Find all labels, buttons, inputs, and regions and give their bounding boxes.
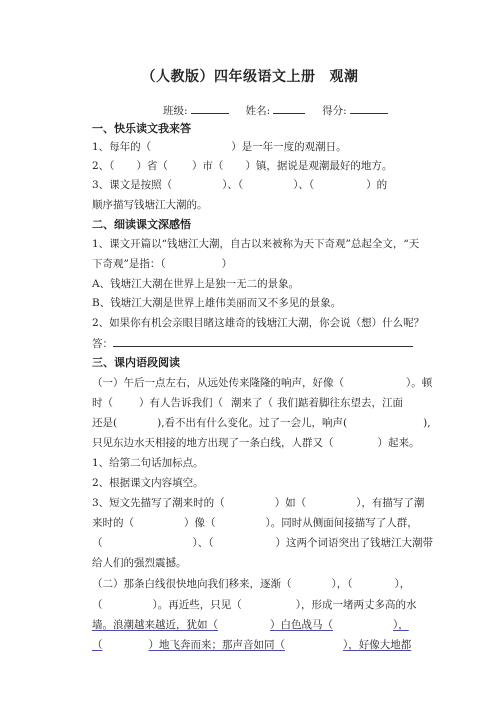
class-label: 班级:: [163, 105, 188, 117]
s1-question-1: 1、每年的（ ）是一年一度的观潮日。: [92, 141, 347, 153]
title-sub: 观潮: [329, 69, 359, 85]
s3-passage-1-line2: 时（ ）有人告诉我们（ 潮来了（ 我们踮着脚往东望去，江面: [92, 397, 403, 409]
page-title: [0, 66, 500, 86]
student-info-row: [163, 102, 388, 118]
title-main: （人教版）四年级语文上册: [141, 69, 316, 85]
s3-passage-1-line4: 只见东边水天相接的地方出现了一条白线，人群又（ ）起来。: [92, 437, 420, 449]
s2-option-b: B、钱塘江大潮是世界上雄伟美丽而又不多见的景象。: [92, 297, 342, 309]
s3-question-3-line3: （ ）、（ ）这两个词语突出了钱塘江大潮带: [92, 537, 433, 549]
s3-passage-2-line2: （ ）。再近些，只见（ ），形成一堵两丈多高的水: [92, 599, 417, 611]
s3-question-2: 2、根据课文内容填空。: [92, 477, 204, 489]
s3-question-3-line2: 来时的（ ）像（ ）。同时从侧面间接描写了人群，: [92, 517, 418, 529]
answer-blank[interactable]: [113, 335, 413, 347]
s1-question-2: 2、（ ）省（ ）市（ ）镇，据说是观潮最好的地方。: [92, 160, 393, 172]
answer-label: 答：: [92, 338, 113, 350]
s2-question-2: 2、如果你有机会亲眼目睹这雄奇的钱塘江大潮，你会说（想）什么呢？: [92, 317, 425, 329]
s1-question-3-cont: 顺序描写钱塘江大潮的。: [92, 199, 208, 211]
s3-passage-1-line3: 还是( ),看不出有什么变化。过了一会儿，响声( ),: [92, 417, 431, 429]
s1-question-3: 3、课文是按照（ ）、（ ）、（ ）的: [92, 179, 388, 191]
s2-option-a: A、钱塘江大潮在世界上是独一无二的景象。: [92, 278, 300, 290]
s3-question-3-line1: 3、短文先描写了潮来时的（ ）如（ ），有描写了潮: [92, 497, 425, 509]
class-blank[interactable]: [191, 102, 229, 114]
score-label: 得分:: [322, 105, 347, 117]
s2-question-1-line2: 下奇观”是指：（ ）: [92, 258, 233, 270]
s3-passage-1-line1: （一）午后一点左右，从远处传来隆隆的响声，好像（ ）。顿: [92, 377, 433, 389]
section-2-heading: 二、细读课文深感悟: [92, 218, 191, 231]
name-label: 姓名:: [245, 105, 271, 117]
section-1-heading: 一、快乐读文我来答: [92, 122, 191, 135]
s3-passage-2-line3: 墙。浪潮越来越近，犹如（ ）白色战马（ ），: [92, 619, 409, 631]
s3-question-1: 1、给第二句话加标点。: [92, 457, 204, 469]
s3-passage-2-line1: （二）那条白线很快地向我们移来，逐渐（ ），（ ），: [92, 578, 411, 590]
s3-passage-2-line4: （ ）地飞奔而来；那声音如同（ ），好像大地都: [92, 639, 412, 651]
section-3-heading: 三、课内语段阅读: [92, 356, 180, 369]
s3-question-3-line4: 给人们的强烈震撼。: [92, 557, 187, 569]
score-blank[interactable]: [350, 102, 388, 114]
s2-question-1-line1: 1、课文开篇以“钱塘江大潮，自古以来被称为天下奇观”总起全文，“天: [92, 238, 420, 250]
name-blank[interactable]: [273, 102, 305, 114]
s2-answer-row: [92, 335, 413, 351]
